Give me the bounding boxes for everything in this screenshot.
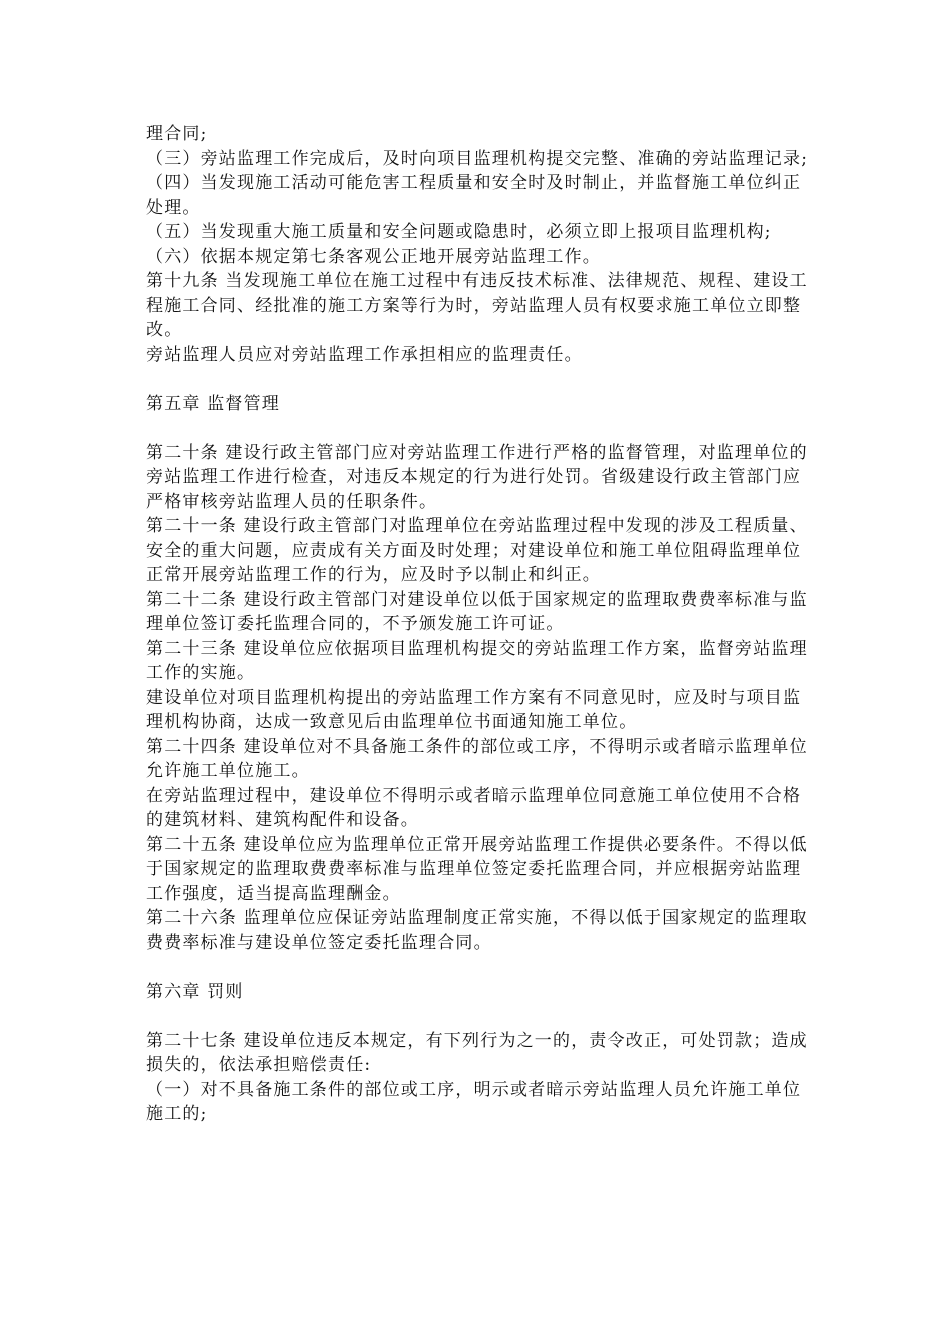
- paragraph: 理合同;: [146, 124, 208, 144]
- article-26: 第二十六条 监理单位应保证旁站监理制度正常实施，不得以低于国家规定的监理取费费率标准与建设单位签定委托监理合同。: [146, 908, 808, 953]
- article-19: 第十九条 当发现施工单位在施工过程中有违反技术标准、法律规范、规程、建设工程施工合同、经批准的施工方案等行为时，旁站监理人员有权要求施工单位立即整改。: [146, 271, 808, 340]
- article-22: 第二十二条 建设行政主管部门对建设单位以低于国家规定的监理取费费率标准与监理单位签订委托监理合同的，不予颁发施工许可证。: [146, 589, 808, 634]
- article-20: 第二十条 建设行政主管部门应对旁站监理工作进行严格的监督管理，对监理单位的旁站监理工作进行检查，对违反本规定的行为进行处罚。省级建设行政主管部门应严格审核旁站监理人员的任职条件。: [146, 442, 808, 512]
- blank-line: [146, 1004, 814, 1029]
- paragraph: （五）当发现重大施工质量和安全问题或隐患时，必须立即上报项目监理机构;: [146, 222, 772, 242]
- chapter-5-heading: 第五章 监督管理: [146, 393, 281, 414]
- paragraph: （一）对不具备施工条件的部位或工序，明示或者暗示旁站监理人员允许施工单位施工的;: [146, 1079, 802, 1124]
- paragraph: （三）旁站监理工作完成后，及时向项目监理机构提交完整、准确的旁站监理记录;: [146, 148, 809, 169]
- article-25: 第二十五条 建设单位应为监理单位正常开展旁站监理工作提供必要条件。不得以低于国家规定的监理取费费率标准与监理单位签定委托监理合同，并应根据旁站监理工作强度，适当提高监理酬金。: [146, 834, 808, 904]
- paragraph: 旁站监理人员应对旁站监理工作承担相应的监理责任。: [146, 344, 583, 365]
- paragraph: 在旁站监理过程中，建设单位不得明示或者暗示监理单位同意施工单位使用不合格的建筑材料、建筑构配件和设备。: [146, 785, 802, 830]
- article-24: 第二十四条 建设单位对不具备施工条件的部位或工序，不得明示或者暗示监理单位允许施工单位施工。: [146, 736, 808, 781]
- article-23: 第二十三条 建设单位应依据项目监理机构提交的旁站监理工作方案，监督旁站监理工作的实施。: [146, 638, 808, 683]
- article-27: 第二十七条 建设单位违反本规定，有下列行为之一的，责令改正，可处罚款；造成损失的，依法承担赔偿责任:: [146, 1030, 808, 1075]
- blank-line: [146, 955, 814, 980]
- blank-line: [146, 416, 814, 441]
- article-21: 第二十一条 建设行政主管部门对监理单位在旁站监理过程中发现的涉及工程质量、安全的重大问题，应责成有关方面及时处理；对建设单位和施工单位阻碍监理单位正常开展旁站监理工作的行为，应及时予以制止和纠正。: [146, 516, 808, 585]
- blank-line: [146, 367, 814, 392]
- chapter-6-heading: 第六章 罚则: [146, 981, 244, 1002]
- document-body: [146, 122, 814, 1127]
- paragraph: （六）依据本规定第七条客观公正地开展旁站监理工作。: [146, 246, 601, 267]
- paragraph: 建设单位对项目监理机构提出的旁站监理工作方案有不同意见时，应及时与项目监理机构协商，达成一致意见后由监理单位书面通知施工单位。: [146, 687, 802, 732]
- paragraph: （四）当发现施工活动可能危害工程质量和安全时及时制止，并监督施工单位纠正处理。: [146, 173, 802, 218]
